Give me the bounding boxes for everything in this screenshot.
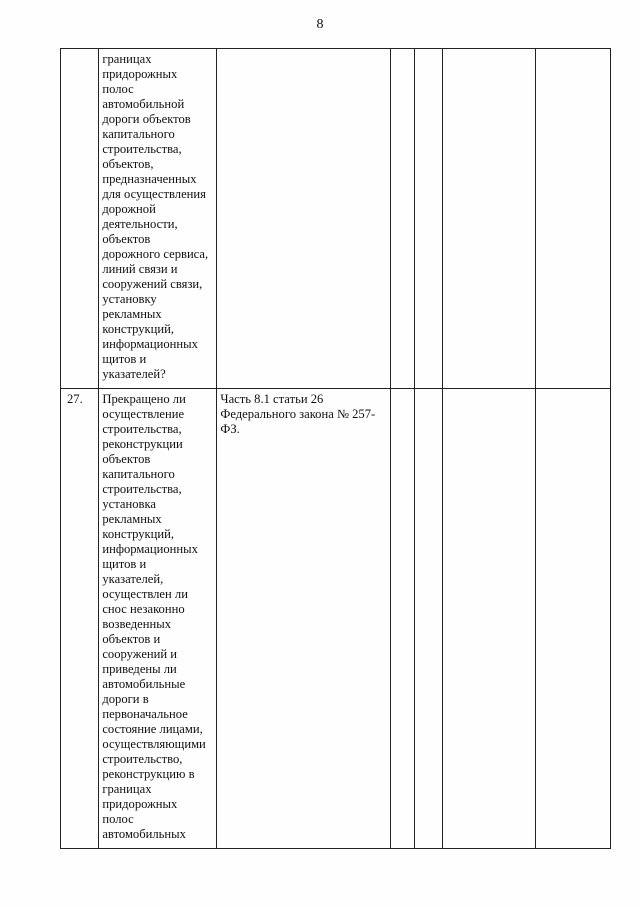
empty-cell xyxy=(536,49,611,389)
question-text: Прекращено ли осуществление строительства, реконструкции объектов капитального строительства, установка рекламных конструкций, информационных щитов и указателей, осуществлен ли снос незаконно возведенных объектов и сооружений и приведены ли автомобильные дороги в первоначальное состояние лицами, осуществляющими строительство, реконструкцию в границах придорожных полос автомобильных xyxy=(102,392,206,841)
empty-cell xyxy=(390,389,414,849)
reference-text xyxy=(217,49,390,52)
question-cell xyxy=(99,49,217,389)
row-number-cell xyxy=(61,49,99,389)
question-cell xyxy=(99,389,217,849)
empty-cell xyxy=(415,49,443,389)
checklist-table xyxy=(60,48,611,849)
page-number: 8 xyxy=(316,17,324,32)
row-number-cell xyxy=(61,389,99,849)
reference-cell xyxy=(217,49,391,389)
reference-cell xyxy=(217,389,391,849)
row-number xyxy=(61,49,98,52)
empty-cell xyxy=(536,389,611,849)
reference-text: Часть 8.1 статьи 26 Федерального закона № 257- ФЗ. xyxy=(220,392,376,436)
row-number: 27. xyxy=(67,392,83,406)
empty-cell xyxy=(443,49,536,389)
table-row xyxy=(61,49,611,389)
empty-cell xyxy=(390,49,414,389)
table-row xyxy=(61,389,611,849)
question-text: границах придорожных полос автомобильной дороги объектов капитального строительства, объектов, предназначенных для осуществления дорожной деятельности, объектов дорожного сервиса, линий связи и сооружений связи, установку рекламных конструкций, информационных щитов и указателей? xyxy=(102,52,209,381)
empty-cell xyxy=(443,389,536,849)
empty-cell xyxy=(415,389,443,849)
